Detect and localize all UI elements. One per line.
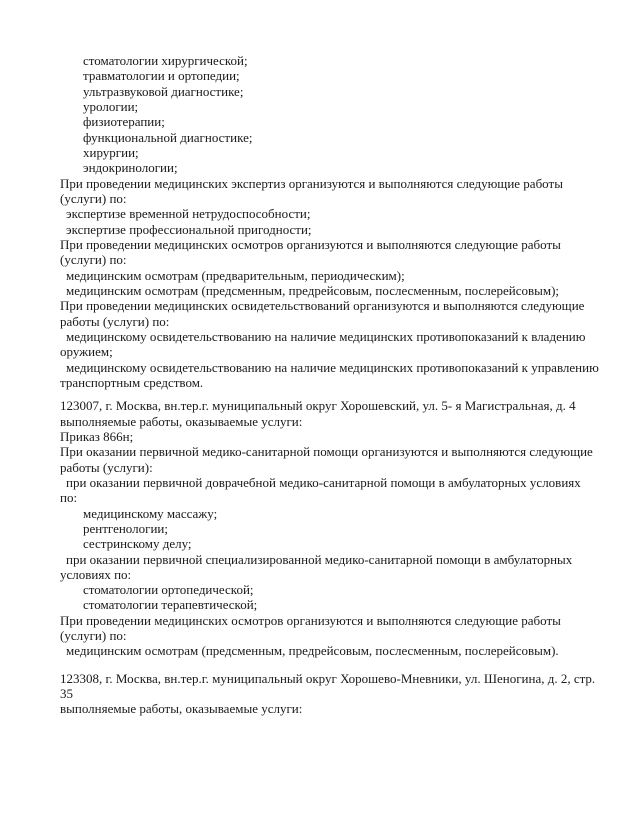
- text-line: 123007, г. Москва, вн.тер.г. муниципальный округ Хорошевский, ул. 5- я Магистральная, д. 4: [60, 398, 576, 414]
- text-line: экспертизе профессиональной пригодности;: [66, 221, 312, 237]
- text-line: Приказ 866н;: [60, 428, 134, 444]
- text-line: выполняемые работы, оказываемые услуги:: [60, 413, 303, 429]
- text-line: медицинским осмотрам (предсменным, предрейсовым, послесменным, послерейсовым).: [66, 643, 559, 659]
- text-line: рентгенологии;: [83, 520, 168, 536]
- text-line: (услуги) по:: [60, 252, 127, 268]
- text-line: ультразвуковой диагностике;: [83, 83, 244, 99]
- text-line: (услуги) по:: [60, 628, 127, 644]
- text-line: При проведении медицинских осмотров организуются и выполняются следующие работы: [60, 612, 561, 628]
- text-line: работы (услуги):: [60, 459, 153, 475]
- text-line: хирургии;: [83, 144, 139, 160]
- document-body: [60, 53, 605, 717]
- paragraph-block-address-123007: [60, 398, 605, 659]
- text-line: экспертизе временной нетрудоспособности;: [66, 206, 311, 222]
- text-line: при оказании первичной доврачебной медико-санитарной помощи в амбулаторных условиях: [66, 474, 581, 490]
- text-line: При проведении медицинских экспертиз организуются и выполняются следующие работы: [60, 175, 563, 191]
- text-line: медицинскому массажу;: [83, 505, 218, 521]
- text-line: При проведении медицинских осмотров организуются и выполняются следующие работы: [60, 236, 561, 252]
- text-line: сестринскому делу;: [83, 536, 192, 552]
- text-line: стоматологии ортопедической;: [83, 582, 254, 598]
- text-line: медицинскому освидетельствованию на наличие медицинских противопоказаний к владению: [66, 328, 586, 344]
- text-line: 35: [60, 686, 73, 702]
- text-line: При проведении медицинских освидетельствований организуются и выполняются следующие: [60, 298, 585, 314]
- text-line: медицинскому освидетельствованию на наличие медицинских противопоказаний к управлению: [66, 359, 599, 375]
- text-line: медицинским осмотрам (предсменным, предрейсовым, послесменным, послерейсовым);: [66, 282, 560, 298]
- text-line: транспортным средством.: [60, 374, 204, 390]
- text-line: стоматологии хирургической;: [83, 53, 248, 68]
- text-line: травматологии и ортопедии;: [83, 68, 240, 84]
- text-line: физиотерапии;: [83, 114, 165, 130]
- text-line: при оказании первичной специализированной медико-санитарной помощи в амбулаторных: [66, 551, 573, 567]
- text-line: функциональной диагностике;: [83, 129, 253, 145]
- text-line: работы (услуги) по:: [60, 313, 170, 329]
- text-line: выполняемые работы, оказываемые услуги:: [60, 701, 303, 717]
- text-line: 123308, г. Москва, вн.тер.г. муниципальный округ Хорошево-Мневники, ул. Шеногина, д. 2, стр.: [60, 670, 596, 686]
- text-line: оружием;: [60, 344, 113, 360]
- text-line: эндокринологии;: [83, 160, 178, 176]
- text-line: условиях по:: [60, 566, 132, 582]
- text-line: медицинским осмотрам (предварительным, периодическим);: [66, 267, 405, 283]
- paragraph-block-services-continued: [60, 53, 605, 390]
- text-line: При оказании первичной медико-санитарной помощи организуются и выполняются следующие: [60, 444, 593, 460]
- paragraph-block-address-123308: [60, 671, 605, 717]
- text-line: урологии;: [83, 98, 139, 114]
- text-line: стоматологии терапевтической;: [83, 597, 258, 613]
- text-line: (услуги) по:: [60, 190, 127, 206]
- text-line: по:: [60, 490, 78, 506]
